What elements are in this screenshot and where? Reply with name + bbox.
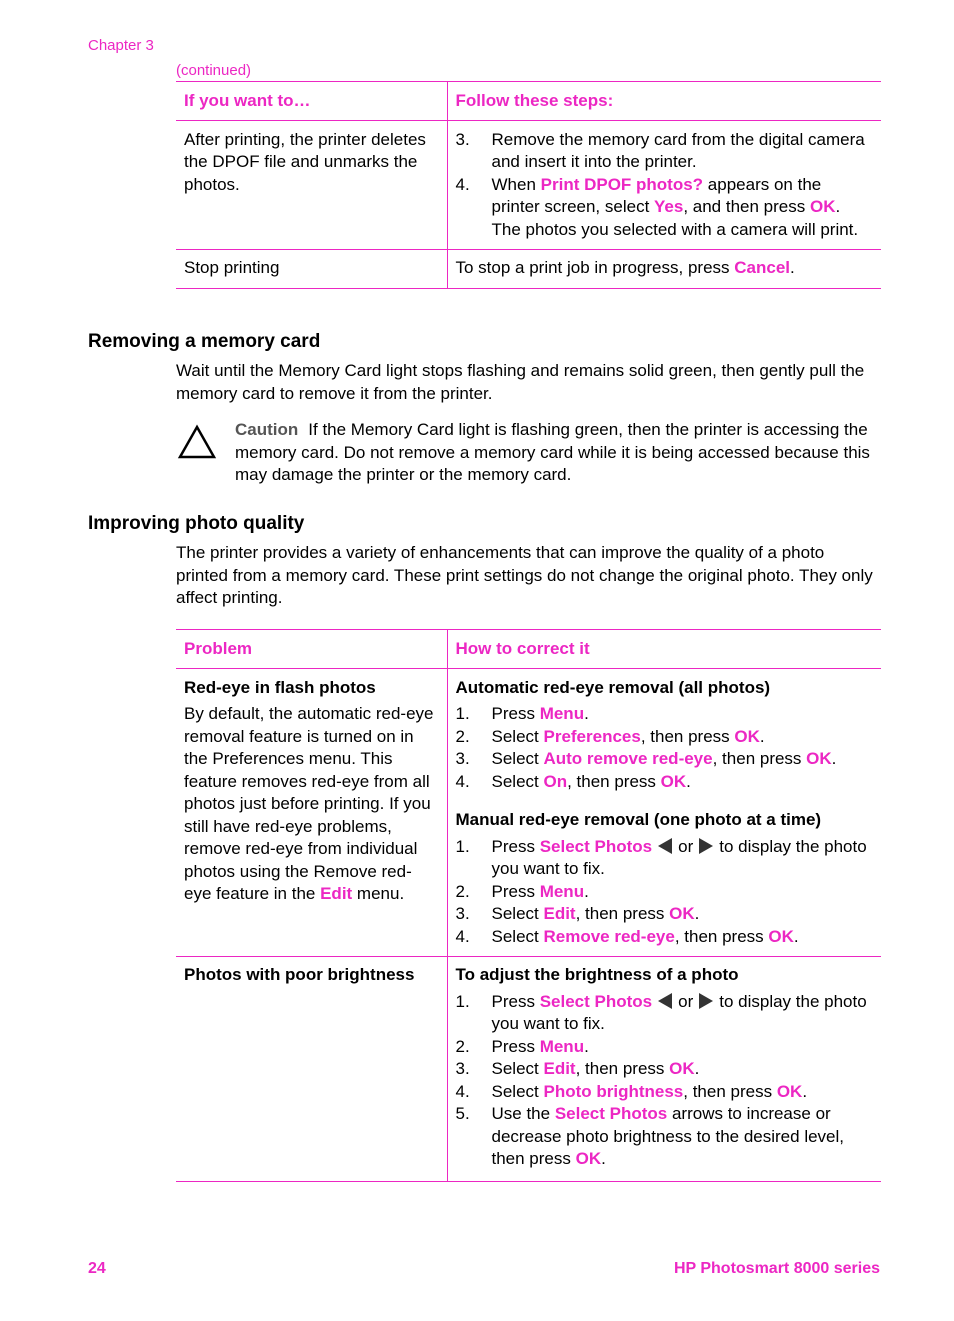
list-item: 1. Press Select Photos or to display the photo you want to fix.: [455, 836, 867, 878]
left-arrow-icon: [658, 838, 672, 854]
product-name: HP Photosmart 8000 series: [673, 1260, 880, 1277]
section-title-improving-photo-quality: Improving photo quality: [88, 513, 305, 534]
brightness-solution-cell: [447, 957, 881, 1182]
list-item: 3. Select Auto remove red-eye, then press OK.: [455, 749, 837, 768]
left-arrow-icon: [658, 993, 672, 1009]
stop-printing-steps: To stop a print job in progress, press Cancel.: [447, 250, 881, 289]
table-row: [176, 668, 881, 957]
step-3: 3. Remove the memory card from the digital camera and insert it into the printer.: [455, 129, 865, 171]
red-eye-title: Red-eye in flash photos: [184, 677, 376, 697]
table-row: [176, 120, 881, 250]
step-4: 4. When Print DPOF photos? appears on the printer screen, select Yes, and then press OK. The photos you selected with a camera will print.: [455, 174, 859, 239]
right-arrow-icon: [699, 993, 713, 1009]
dpof-after-printing-text: After printing, the printer deletes the DPOF file and unmarks the photos.: [184, 129, 426, 194]
caution-text: If the Memory Card light is flashing green, then the printer is accessing the memory card. Do not remove a memory card while it is being accessed because this may damage the printer or the memory card.: [235, 420, 870, 484]
table-header-row: [176, 630, 881, 669]
brightness-steps: [456, 991, 874, 1171]
right-arrow-icon: [699, 838, 713, 854]
dpof-steps-table: [176, 81, 881, 289]
caution-note: [235, 419, 875, 487]
caution-label: Caution: [235, 420, 299, 439]
red-eye-description: By default, the automatic red-eye removal feature is turned on in the Preferences menu. This feature removes red-eye from all photos just before printing. If you still have red-eye problems, remove red-eye from individual photos using the Remove red-eye feature in the Edit menu.: [184, 704, 434, 903]
stop-printing-label: Stop printing: [176, 250, 447, 289]
page-number: 24: [88, 1260, 106, 1277]
list-item: 1. Press Menu.: [455, 704, 589, 723]
list-item: 2. Press Menu.: [455, 881, 589, 901]
brightness-heading: To adjust the brightness of a photo: [455, 965, 739, 984]
caution-triangle-icon: [177, 424, 217, 460]
column-header-problem: Problem: [176, 630, 447, 669]
section-title-removing-memory-card: Removing a memory card: [88, 331, 321, 352]
red-eye-solution-cell: [447, 668, 881, 957]
table-row: [176, 250, 881, 289]
edit-menu-label: Edit: [320, 884, 353, 903]
brightness-problem-cell: [176, 957, 447, 1182]
continued-label: (continued): [176, 62, 252, 79]
list-item: 2. Select Preferences, then press OK.: [455, 726, 765, 746]
table-row: [176, 957, 881, 1182]
list-item: 4. Select On, then press OK.: [455, 771, 691, 791]
list-item: 3. Select Edit, then press OK.: [455, 904, 700, 923]
table-header-row: [176, 82, 881, 121]
list-item: 3. Select Edit, then press OK.: [455, 1059, 700, 1078]
list-item: 2. Press Menu.: [455, 1036, 589, 1056]
list-item: 5. Use the Select Photos arrows to increase or decrease photo brightness to the desired level, then press OK.: [455, 1104, 845, 1168]
list-item: 4. Select Photo brightness, then press OK.: [455, 1081, 808, 1101]
column-header-how-to-correct: How to correct it: [447, 630, 881, 669]
photo-quality-table: [176, 629, 881, 1182]
brightness-title: Photos with poor brightness: [184, 965, 415, 984]
row-steps: [447, 120, 881, 250]
red-eye-problem-cell: [176, 668, 447, 957]
ok-button-label: OK: [809, 197, 836, 216]
auto-red-eye-steps: [456, 703, 874, 793]
row-description: [176, 120, 447, 250]
column-header-follow-these-steps: Follow these steps:: [447, 82, 881, 121]
list-item: 4. Select Remove red-eye, then press OK.: [455, 926, 799, 946]
removing-memory-card-body: Wait until the Memory Card light stops flashing and remains solid green, then gently pull the memory card to remove it from the printer.: [176, 361, 865, 403]
list-item: 1. Press Select Photos or to display the photo you want to fix.: [455, 991, 867, 1033]
step-list: [456, 129, 874, 242]
manual-red-eye-heading: Manual red-eye removal (one photo at a time): [455, 810, 822, 829]
chapter-label: Chapter 3: [88, 37, 154, 54]
print-dpof-prompt: Print DPOF photos?: [540, 174, 704, 194]
manual-red-eye-steps: [456, 836, 874, 949]
yes-option: Yes: [654, 197, 684, 216]
column-header-if-you-want-to: If you want to…: [176, 82, 447, 121]
cancel-button-label: Cancel: [734, 258, 790, 277]
auto-red-eye-heading: Automatic red-eye removal (all photos): [455, 677, 771, 697]
improving-photo-quality-body: The printer provides a variety of enhancements that can improve the quality of a photo printed from a memory card. These print settings do not change the original photo. They only affect printing.: [176, 543, 873, 607]
